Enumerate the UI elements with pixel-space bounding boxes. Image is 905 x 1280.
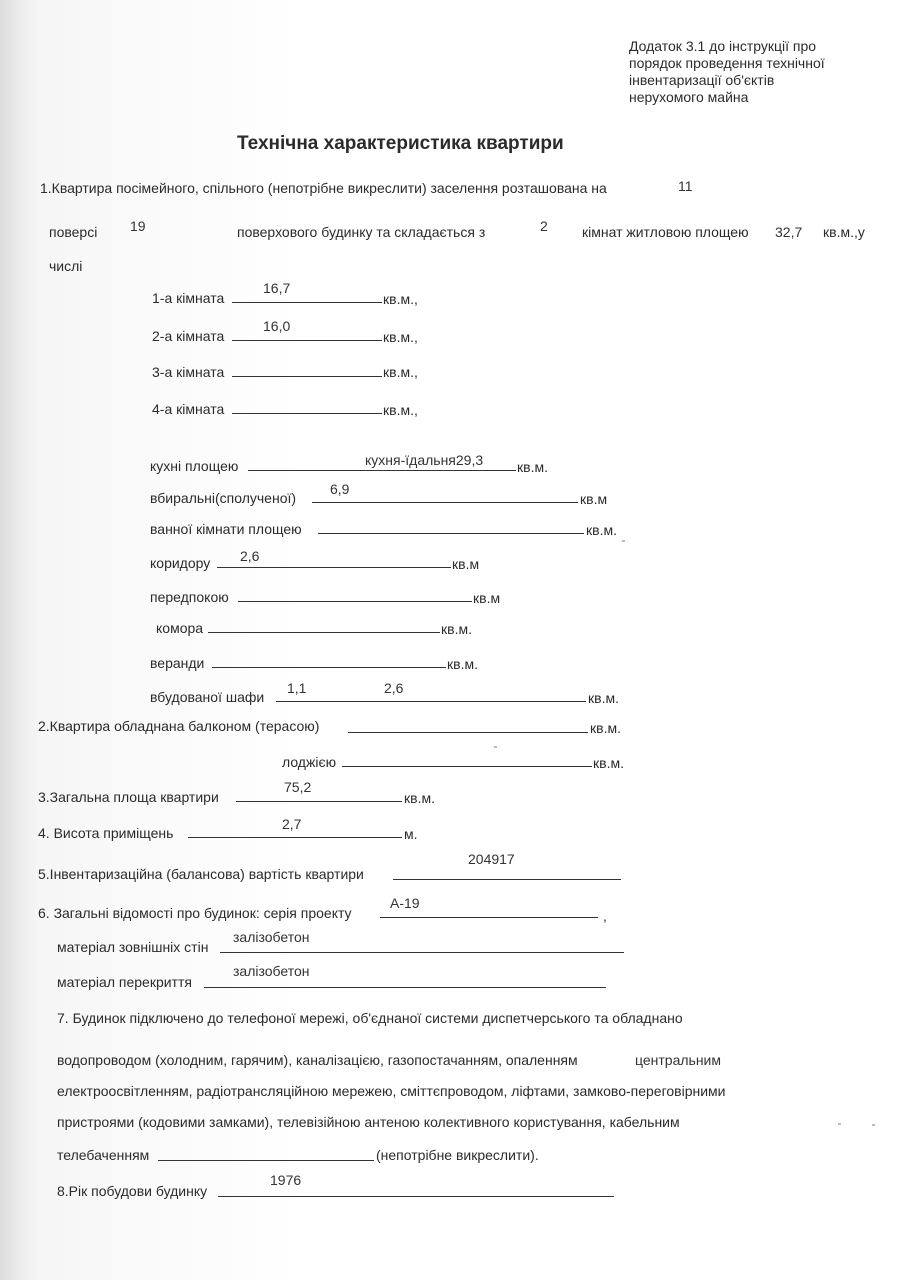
inventory-value: 204917	[468, 851, 515, 867]
scan-speck	[838, 1123, 841, 1125]
bath-label: ванної кімнати площею	[150, 521, 302, 537]
room-1-line	[232, 302, 382, 303]
veranda-unit: кв.м.	[447, 656, 478, 672]
scan-speck	[622, 540, 625, 542]
appendix-note-line-3: інвентаризації об'єктів	[629, 72, 775, 88]
build-year-label: 8.Рік побудови будинку	[57, 1183, 208, 1199]
storage-label: комора	[156, 620, 204, 636]
room-3-unit: кв.м.,	[383, 364, 418, 380]
p7-line-2: водопроводом (холодним, гарячим), каналізацією, газопостачанням, опаленням	[57, 1052, 578, 1068]
room-2-label: 2-а кімната	[152, 328, 225, 344]
total-area-value: 75,2	[284, 779, 312, 795]
scan-shadow	[0, 0, 38, 1280]
corridor-label: коридору	[150, 555, 211, 571]
floors-line	[204, 987, 606, 988]
closet-label: вбудованої шафи	[150, 689, 265, 705]
scan-speck	[872, 1124, 875, 1126]
total-area-line	[236, 801, 402, 802]
toilet-line	[312, 502, 578, 503]
balcony-line	[348, 732, 588, 733]
corridor-line	[217, 567, 451, 568]
build-year-value: 1976	[270, 1172, 302, 1188]
room-4-label: 4-а кімната	[152, 401, 225, 417]
rooms-count-value: 2	[540, 218, 548, 234]
hall-label: передпокою	[150, 589, 229, 605]
appendix-note-line-1: Додаток 3.1 до інструкції про	[629, 38, 817, 54]
p7-tv-line	[158, 1160, 374, 1161]
incl-label: числі	[49, 258, 83, 274]
storeys-label: поверхового будинку та складається з	[237, 224, 486, 240]
hall-line	[238, 601, 472, 602]
corridor-value: 2,6	[240, 548, 260, 564]
height-line	[188, 837, 402, 838]
room-4-unit: кв.м.,	[383, 402, 418, 418]
room-4-line	[232, 413, 382, 414]
rooms-label: кімнат житловою площею	[582, 224, 749, 240]
room-3-line	[232, 376, 382, 377]
room-3-label: 3-а кімната	[152, 364, 225, 380]
toilet-value: 6,9	[330, 481, 350, 497]
inventory-value-line	[393, 879, 621, 880]
project-series-comma: ,	[603, 908, 607, 924]
walls-value: залізобетон	[233, 929, 310, 945]
kitchen-unit: кв.м.	[517, 459, 548, 475]
kitchen-line	[248, 470, 516, 471]
p7-line-3: електроосвітленням, радіотрансляційною мережею, сміттєпроводом, ліфтами, замково-переговірними	[57, 1083, 726, 1099]
appendix-note-line-2: порядок проведення технічної	[629, 55, 825, 71]
height-unit: м.	[404, 826, 418, 842]
p7-line-4: пристроями (кодовими замками), телевізійною антеною колективного користування, кабельним	[57, 1114, 680, 1130]
veranda-line	[212, 667, 446, 668]
room-2-value: 16,0	[263, 318, 291, 334]
toilet-unit: кв.м	[580, 491, 608, 507]
closet-value-2: 2,6	[384, 680, 404, 696]
storeys-value: 19	[130, 218, 146, 234]
loggia-line	[342, 766, 592, 767]
floor-label: поверсі	[49, 224, 98, 240]
scan-speck	[494, 746, 497, 748]
closet-line	[276, 701, 586, 702]
walls-line	[220, 952, 624, 953]
hall-unit: кв.м	[473, 590, 501, 606]
closet-value-1: 1,1	[287, 680, 307, 696]
kitchen-label: кухні площею	[150, 458, 239, 474]
p7-line-1: 7. Будинок підключено до телефоної мережі, об'єднаної системи диспетчерського та обладнано	[57, 1010, 683, 1026]
toilet-label: вбиральні(сполученої)	[150, 490, 297, 506]
loggia-unit: кв.м.	[593, 755, 624, 771]
build-year-line	[218, 1196, 614, 1197]
storage-line	[208, 632, 440, 633]
p7-tv-tail: (непотрібне викреслити).	[376, 1147, 539, 1163]
balcony-label: 2.Квартира обладнана балконом (терасою)	[38, 718, 320, 734]
total-area-unit: кв.м.	[404, 790, 435, 806]
storage-unit: кв.м.	[441, 621, 472, 637]
floors-label: матеріал перекриття	[57, 974, 192, 990]
page-title: Технічна характеристика квартири	[237, 133, 564, 154]
loggia-label: лоджією	[282, 754, 337, 770]
total-area-label: 3.Загальна площа квартири	[38, 789, 219, 805]
p7-tv-label: телебаченням	[57, 1147, 150, 1163]
bath-line	[318, 533, 584, 534]
balcony-unit: кв.м.	[590, 720, 621, 736]
project-series-value: А-19	[390, 895, 420, 911]
floors-value: залізобетон	[233, 963, 310, 979]
room-1-label: 1-а кімната	[152, 290, 225, 306]
living-area-unit: кв.м.,у	[823, 224, 865, 240]
project-series-line	[380, 917, 598, 918]
height-label: 4. Висота приміщень	[38, 825, 174, 841]
p1-text: 1.Квартира посімейного, спільного (непотрібне викреслити) заселення розташована на	[40, 180, 607, 196]
room-2-line	[232, 340, 382, 341]
kitchen-value: кухня-їдальня29,3	[365, 452, 484, 468]
project-series-label: 6. Загальні відомості про будинок: серія проекту	[38, 905, 352, 921]
living-area-value: 32,7	[775, 224, 803, 240]
appendix-note-line-4: нерухомого майна	[629, 89, 749, 105]
inventory-value-label: 5.Інвентаризаційна (балансова) вартість квартири	[38, 866, 364, 882]
corridor-unit: кв.м	[452, 556, 480, 572]
bath-unit: кв.м.	[586, 522, 617, 538]
room-2-unit: кв.м.,	[383, 329, 418, 345]
p7-line-2-handwritten: центральним	[635, 1052, 722, 1068]
height-value: 2,7	[282, 816, 302, 832]
floor-value: 11	[678, 178, 693, 194]
room-1-unit: кв.м.,	[383, 291, 418, 307]
closet-unit: кв.м.	[588, 690, 619, 706]
room-1-value: 16,7	[263, 280, 291, 296]
veranda-label: веранди	[150, 655, 205, 671]
walls-label: матеріал зовнішніх стін	[57, 939, 209, 955]
